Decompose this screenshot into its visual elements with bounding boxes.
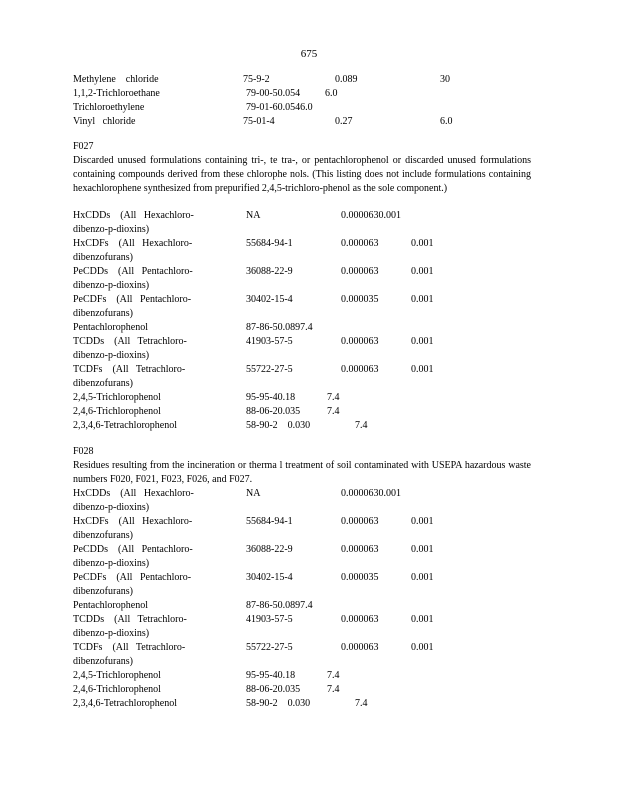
value-1: 0.0000630.001: [341, 488, 401, 499]
value-1: 0.000063: [341, 614, 379, 625]
value-2: 6.0: [440, 116, 453, 127]
value-1: 7.4: [327, 670, 340, 681]
cas-number: 88-06-20.035: [246, 406, 301, 417]
value-1: 0.000063: [341, 266, 379, 277]
chemical-name: 2,3,4,6-Tetrachlorophenol: [73, 420, 177, 431]
cas-number: 30402-15-4: [246, 294, 293, 305]
cas-number: 79-01-60.0546.0: [246, 102, 313, 113]
chemical-name-continued: dibenzofurans): [73, 252, 133, 263]
chemical-name-continued: dibenzofurans): [73, 378, 133, 389]
section-code: F028: [73, 446, 94, 457]
value-2: 0.001: [411, 572, 434, 583]
chemical-name-continued: dibenzo-p-dioxins): [73, 502, 150, 513]
value-1: 0.000035: [341, 572, 379, 583]
cas-number: 36088-22-9: [246, 544, 293, 555]
value-1: 0.000063: [341, 238, 379, 249]
value-2: 0.001: [411, 238, 434, 249]
value-1: 7.4: [327, 392, 340, 403]
cas-number: 55684-94-1: [246, 516, 293, 527]
chemical-name: TCDFs (All Tetrachloro-: [73, 364, 186, 375]
chemical-name: Vinyl chloride: [73, 116, 136, 127]
value-2: 0.001: [411, 364, 434, 375]
cas-number: 41903-57-5: [246, 614, 293, 625]
value-1: 0.089: [335, 74, 358, 85]
cas-number: 88-06-20.035: [246, 684, 301, 695]
value-2: 0.001: [411, 266, 434, 277]
value-2: 0.001: [411, 336, 434, 347]
chemical-name-continued: dibenzofurans): [73, 308, 133, 319]
cas-number: 75-01-4: [243, 116, 275, 127]
value-1: 0.27: [335, 116, 353, 127]
chemical-name: 1,1,2-Trichloroethane: [73, 88, 160, 99]
value-1: 0.000063: [341, 642, 379, 653]
value-2: 0.001: [411, 294, 434, 305]
value-1: 0.000063: [341, 516, 379, 527]
chemical-name-continued: dibenzo-p-dioxins): [73, 628, 150, 639]
cas-number: 87-86-50.0897.4: [246, 600, 313, 611]
value-1: 0.000063: [341, 544, 379, 555]
page-number: 675: [300, 48, 318, 60]
chemical-name: PeCDFs (All Pentachloro-: [73, 294, 192, 305]
chemical-name-continued: dibenzo-p-dioxins): [73, 350, 150, 361]
chemical-name: HxCDFs (All Hexachloro-: [73, 238, 193, 249]
chemical-name: Methylene chloride: [73, 74, 159, 85]
value-2: 0.001: [411, 544, 434, 555]
chemical-name: PeCDFs (All Pentachloro-: [73, 572, 192, 583]
value-1: 7.4: [327, 684, 340, 695]
section-code: F027: [73, 141, 94, 152]
cas-number: 95-95-40.18: [246, 670, 296, 681]
chemical-name: HxCDDs (All Hexachloro-: [73, 488, 194, 499]
value-1: 0.000063: [341, 336, 379, 347]
value-1: 7.4: [327, 406, 340, 417]
chemical-name-continued: dibenzo-p-dioxins): [73, 558, 150, 569]
chemical-name: Pentachlorophenol: [73, 600, 148, 611]
cas-number: NA: [246, 210, 261, 221]
value-2: 0.001: [411, 516, 434, 527]
cas-number: 95-95-40.18: [246, 392, 296, 403]
value-1: 7.4: [355, 698, 368, 709]
cas-number: 41903-57-5: [246, 336, 293, 347]
value-1: 0.000063: [341, 364, 379, 375]
value-2: 0.001: [411, 614, 434, 625]
chemical-name: Trichloroethylene: [73, 102, 145, 113]
chemical-name-continued: dibenzo-p-dioxins): [73, 224, 150, 235]
chemical-name: 2,3,4,6-Tetrachlorophenol: [73, 698, 177, 709]
chemical-name: HxCDFs (All Hexachloro-: [73, 516, 193, 527]
cas-number: 75-9-2: [243, 74, 270, 85]
chemical-name: PeCDDs (All Pentachloro-: [73, 544, 193, 555]
section-description: Discarded unused formulations containing tri-, te tra-, or pentachlorophenol or discarded unused formulations containing compounds derived from these chlorophe nols. (This listing does not include formulations containing hexachlorophene synthesized from prepurified 2,4,5-trichloro-phenol as the sole component.): [73, 155, 531, 194]
chemical-name-continued: dibenzofurans): [73, 530, 133, 541]
chemical-name-continued: dibenzofurans): [73, 586, 133, 597]
chemical-name-continued: dibenzofurans): [73, 656, 133, 667]
chemical-name: 2,4,5-Trichlorophenol: [73, 670, 161, 681]
chemical-name: Pentachlorophenol: [73, 322, 148, 333]
cas-number: 58-90-2 0.030: [246, 420, 311, 431]
cas-number: 55684-94-1: [246, 238, 293, 249]
chemical-name: 2,4,6-Trichlorophenol: [73, 684, 161, 695]
cas-number: 30402-15-4: [246, 572, 293, 583]
value-1: 0.000035: [341, 294, 379, 305]
chemical-name-continued: dibenzo-p-dioxins): [73, 280, 150, 291]
cas-number: 79-00-50.054: [246, 88, 301, 99]
value-2: 0.001: [411, 642, 434, 653]
cas-number: 55722-27-5: [246, 642, 293, 653]
chemical-name: PeCDDs (All Pentachloro-: [73, 266, 193, 277]
cas-number: 55722-27-5: [246, 364, 293, 375]
cas-number: 87-86-50.0897.4: [246, 322, 313, 333]
cas-number: 58-90-2 0.030: [246, 698, 311, 709]
chemical-name: 2,4,6-Trichlorophenol: [73, 406, 161, 417]
chemical-name: 2,4,5-Trichlorophenol: [73, 392, 161, 403]
value-1: 7.4: [355, 420, 368, 431]
value-1: 6.0: [325, 88, 338, 99]
section-description: Residues resulting from the incineration or therma l treatment of soil contaminated with USEPA hazardous waste numbers F020, F021, F023, F026, and F027.: [73, 460, 531, 485]
chemical-name: TCDDs (All Tetrachloro-: [73, 336, 187, 347]
cas-number: NA: [246, 488, 261, 499]
chemical-name: HxCDDs (All Hexachloro-: [73, 210, 194, 221]
chemical-name: TCDDs (All Tetrachloro-: [73, 614, 187, 625]
value-1: 0.0000630.001: [341, 210, 401, 221]
value-2: 30: [440, 74, 450, 85]
cas-number: 36088-22-9: [246, 266, 293, 277]
chemical-name: TCDFs (All Tetrachloro-: [73, 642, 186, 653]
